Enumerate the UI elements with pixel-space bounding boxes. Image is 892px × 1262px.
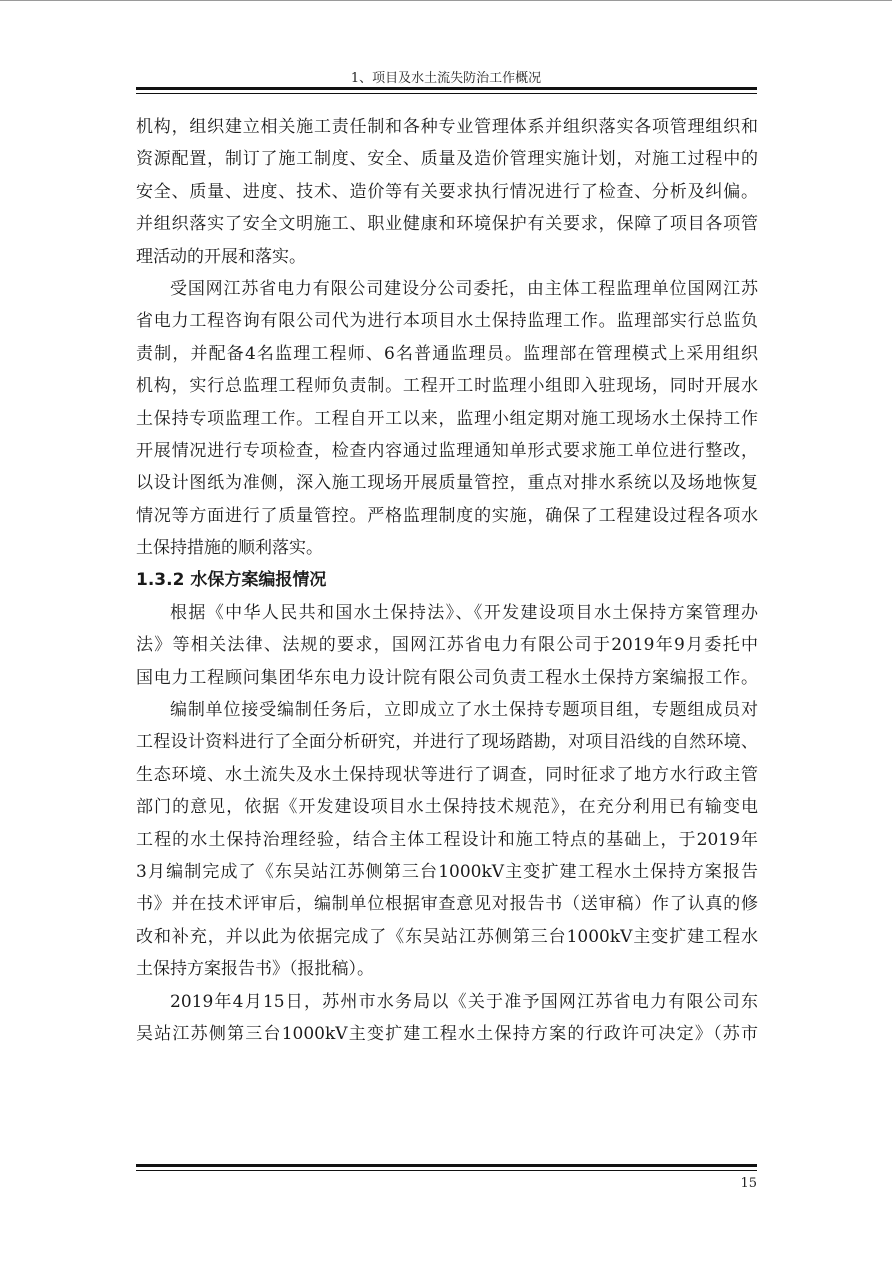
text-line: 土保持方案报告书》（报批稿）。	[136, 959, 374, 980]
text-line: 根据《中华人民共和国水土保持法》、《开发建设项目水土保持方案管理办	[170, 602, 758, 623]
text-line: 以设计图纸为准侧，深入施工现场开展质量管控，重点对排水系统以及场地恢复	[136, 473, 758, 494]
text-line: 安全、质量、进度、技术、造价等有关要求执行情况进行了检查、分析及纠偏。	[136, 181, 758, 202]
text-line: 责制，并配备4名监理工程师、6名普通监理员。监理部在管理模式上采用组织	[136, 343, 758, 364]
text-line: 编制单位接受编制任务后，立即成立了水土保持专题项目组，专题组成员对	[170, 700, 758, 721]
text-line: 资源配置，制订了施工制度、安全、质量及造价管理实施计划，对施工过程中的	[136, 149, 758, 170]
header-rule-thin	[136, 93, 757, 94]
text-line: 开展情况进行专项检查，检查内容通过监理通知单形式要求施工单位进行整改，	[136, 440, 758, 461]
text-line: 书》并在技术评审后，编制单位根据审查意见对报告书（送审稿）作了认真的修	[136, 894, 758, 915]
text-line: 理活动的开展和落实。	[136, 246, 306, 267]
text-line: 土保持措施的顺利落实。	[136, 538, 323, 559]
text-line: 机构，实行总监理工程师负责制。工程开工时监理小组即入驻现场，同时开展水	[136, 376, 758, 397]
text-line: 吴站江苏侧第三台1000kV主变扩建工程水土保持方案的行政许可决定》（苏市	[136, 1023, 758, 1044]
text-line: 情况等方面进行了质量管控。严格监理制度的实施，确保了工程建设过程各项水	[136, 505, 758, 526]
text-line: 工程设计资料进行了全面分析研究，并进行了现场踏勘，对项目沿线的自然环境、	[136, 732, 758, 753]
text-line: 生态环境、水土流失及水土保持现状等进行了调查，同时征求了地方水行政主管	[136, 764, 758, 785]
body-text	[136, 111, 758, 1050]
text-line: 2019年4月15日，苏州市水务局以《关于准予国网江苏省电力有限公司东	[170, 991, 758, 1012]
text-line: 3月编制完成了《东吴站江苏侧第三台1000kV主变扩建工程水土保持方案报告	[136, 861, 758, 882]
text-line: 受国网江苏省电力有限公司建设分公司委托，由主体工程监理单位国网江苏	[170, 278, 758, 299]
text-line: 法》等相关法律、法规的要求，国网江苏省电力有限公司于2019年9月委托中	[136, 635, 758, 656]
section-heading: 1.3.2 水保方案编报情况	[136, 570, 327, 591]
header-rule	[136, 87, 757, 90]
text-line: 部门的意见，依据《开发建设项目水土保持技术规范》，在充分利用已有输变电	[136, 797, 758, 818]
text-line: 省电力工程咨询有限公司代为进行本项目水土保持监理工作。监理部实行总监负	[136, 311, 758, 332]
footer-rule	[136, 1164, 757, 1167]
text-line: 并组织落实了安全文明施工、职业健康和环境保护有关要求，保障了项目各项管	[136, 214, 758, 235]
text-line: 机构，组织建立相关施工责任制和各种专业管理体系并组织落实各项管理组织和	[136, 117, 758, 137]
text-line: 土保持专项监理工作。工程自开工以来，监理小组定期对施工现场水土保持工作	[136, 408, 758, 429]
footer-rule-thin	[136, 1170, 757, 1171]
text-line: 改和补充，并以此为依据完成了《东吴站江苏侧第三台1000kV主变扩建工程水	[136, 926, 758, 947]
text-line: 工程的水土保持治理经验，结合主体工程设计和施工特点的基础上，于2019年	[136, 829, 758, 850]
page-number: 15	[740, 1176, 757, 1191]
text-line: 国电力工程顾问集团华东电力设计院有限公司负责工程水土保持方案编报工作。	[136, 667, 758, 688]
running-header: 1、项目及水土流失防治工作概况	[350, 71, 542, 86]
